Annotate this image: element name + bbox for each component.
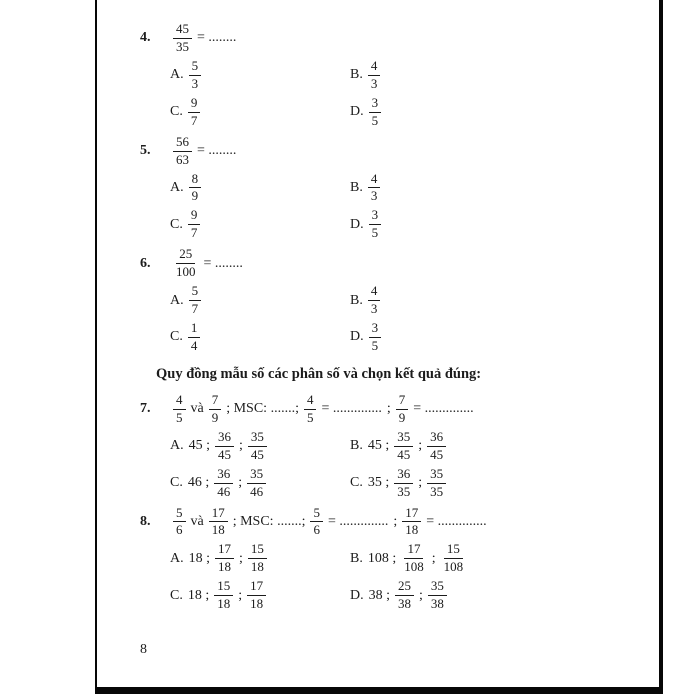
bottom-border-line [95, 687, 663, 694]
fraction-denominator: 18 [405, 522, 419, 538]
question-stem [128, 247, 650, 280]
fraction-denominator: 38 [430, 596, 444, 612]
option-a [170, 284, 350, 317]
fraction [188, 321, 201, 354]
answer-blank: = .............. [413, 401, 474, 417]
and-text: và [190, 401, 204, 417]
fraction-denominator: 5 [371, 337, 379, 353]
fraction [369, 321, 382, 354]
option-d [350, 208, 650, 241]
fraction [214, 579, 233, 612]
option-a [170, 172, 350, 205]
option-c [170, 579, 350, 612]
page-number: 8 [140, 642, 147, 658]
fraction-numerator: 36 [215, 430, 234, 447]
msc-value: 38 ; [368, 587, 391, 603]
answer-blank: = .............. [321, 401, 382, 417]
fraction [173, 135, 192, 168]
fraction [396, 393, 409, 426]
right-border-line [659, 0, 663, 694]
option-label: C. [350, 475, 363, 491]
answer-blank: = ........ [203, 255, 243, 271]
fraction [369, 96, 382, 129]
separator: ; [238, 475, 243, 491]
fraction [173, 393, 186, 426]
fraction-numerator: 35 [428, 579, 447, 596]
answer-blank: = .............. [327, 513, 389, 529]
option-c [170, 321, 350, 354]
fraction-denominator: 38 [398, 596, 412, 612]
option-label: C. [170, 587, 183, 603]
option-b [350, 542, 650, 575]
option-c [170, 467, 350, 500]
fraction-numerator: 35 [427, 467, 446, 484]
fraction [209, 506, 228, 539]
option-d [350, 579, 650, 612]
fraction-denominator: 18 [211, 522, 225, 538]
fraction [427, 467, 446, 500]
fraction-denominator: 108 [443, 559, 464, 575]
fraction [310, 506, 323, 539]
option-label: C. [170, 475, 183, 491]
fraction-denominator: 18 [217, 596, 231, 612]
fraction-denominator: 46 [217, 483, 231, 499]
question-stem [128, 135, 650, 168]
fraction-numerator: 9 [188, 208, 201, 225]
msc-value: 45 ; [188, 438, 211, 454]
fraction-denominator: 3 [370, 301, 378, 317]
options-grid [170, 59, 650, 129]
answer-blank: = ........ [197, 30, 237, 46]
option-label: A. [170, 67, 184, 83]
fraction-numerator: 3 [369, 321, 382, 338]
fraction-numerator: 5 [173, 506, 186, 523]
fraction [395, 579, 414, 612]
fraction-numerator: 15 [444, 542, 463, 559]
fraction-denominator: 18 [250, 596, 264, 612]
fraction-denominator: 100 [176, 264, 196, 280]
fraction [369, 208, 382, 241]
question-5 [128, 135, 650, 242]
option-label: C. [170, 216, 183, 232]
fraction-numerator: 35 [394, 430, 413, 447]
fraction-denominator: 5 [371, 225, 379, 241]
fraction [441, 542, 467, 575]
question-4 [128, 22, 650, 129]
fraction [214, 467, 233, 500]
fraction-numerator: 36 [427, 430, 446, 447]
fraction-denominator: 45 [218, 446, 232, 462]
fraction-denominator: 35 [176, 38, 189, 54]
fraction [215, 542, 234, 575]
option-label: C. [170, 104, 183, 120]
fraction [173, 247, 199, 280]
options-grid [170, 172, 650, 242]
fraction-numerator: 25 [176, 247, 195, 264]
fraction [215, 430, 234, 463]
fraction [394, 467, 413, 500]
option-c [170, 96, 350, 129]
fraction-numerator: 17 [247, 579, 266, 596]
option-label: D. [350, 104, 364, 120]
question-stem [128, 506, 650, 539]
fraction-numerator: 7 [396, 393, 409, 410]
fraction-numerator: 56 [173, 135, 192, 152]
question-number: 4. [140, 30, 151, 46]
fraction [248, 430, 267, 463]
fraction-numerator: 4 [173, 393, 186, 410]
fraction [189, 59, 202, 92]
fraction-numerator: 45 [173, 22, 192, 39]
option-label: D. [350, 329, 364, 345]
fraction [173, 22, 192, 55]
msc-blank: ; MSC: .......; [226, 401, 299, 417]
worksheet-content [128, 22, 650, 658]
option-b [350, 172, 650, 205]
fraction-numerator: 17 [404, 542, 423, 559]
option-label: A. [170, 550, 184, 566]
fraction-denominator: 3 [370, 188, 378, 204]
option-a [170, 542, 350, 575]
separator: ; [239, 550, 243, 566]
question-stem [128, 393, 650, 426]
option-label: B. [350, 438, 363, 454]
fraction [401, 542, 427, 575]
fraction-denominator: 7 [190, 112, 198, 128]
separator: ; [393, 513, 398, 529]
fraction-numerator: 36 [394, 467, 413, 484]
fraction-denominator: 3 [370, 75, 378, 91]
fraction-denominator: 108 [404, 559, 424, 575]
separator: ; [238, 587, 243, 603]
fraction [189, 172, 202, 205]
fraction-numerator: 17 [215, 542, 234, 559]
fraction-numerator: 8 [189, 172, 202, 189]
question-number: 5. [140, 143, 151, 159]
option-label: D. [350, 216, 364, 232]
option-label: C. [170, 329, 183, 345]
question-number: 8. [140, 513, 151, 529]
question-6 [128, 247, 650, 354]
fraction [368, 59, 381, 92]
fraction-denominator: 46 [250, 483, 264, 499]
option-c2 [350, 467, 650, 500]
fraction-denominator: 45 [430, 446, 444, 462]
fraction-numerator: 4 [368, 172, 381, 189]
and-text: và [190, 513, 204, 529]
option-label: B. [350, 292, 363, 308]
fraction-numerator: 4 [304, 393, 317, 410]
msc-value: 108 ; [367, 550, 397, 566]
fraction-numerator: 5 [189, 59, 202, 76]
option-d [350, 321, 650, 354]
fraction-numerator: 15 [214, 579, 233, 596]
msc-value: 45 ; [367, 438, 390, 454]
option-b [350, 284, 650, 317]
fraction-numerator: 17 [209, 506, 228, 523]
msc-blank: ; MSC: .......; [232, 513, 306, 529]
fraction-denominator: 7 [190, 225, 198, 241]
fraction-numerator: 35 [247, 467, 266, 484]
fraction-denominator: 5 [176, 409, 183, 425]
fraction [247, 467, 266, 500]
fraction [368, 172, 381, 205]
option-b [350, 59, 650, 92]
fraction-numerator: 4 [368, 284, 381, 301]
fraction [247, 579, 266, 612]
options-grid [170, 430, 650, 500]
fraction-numerator: 1 [188, 321, 201, 338]
fraction [427, 430, 446, 463]
separator: ; [418, 438, 423, 454]
option-label: A. [170, 292, 184, 308]
fraction-denominator: 5 [371, 112, 379, 128]
question-number: 6. [140, 255, 151, 271]
fraction-numerator: 4 [368, 59, 381, 76]
separator: ; [239, 438, 243, 454]
question-stem [128, 22, 650, 55]
fraction-denominator: 4 [190, 337, 198, 353]
fraction-denominator: 3 [191, 75, 199, 91]
option-label: D. [350, 587, 364, 603]
fraction [368, 284, 381, 317]
fraction-numerator: 7 [209, 393, 222, 410]
fraction-denominator: 5 [306, 409, 314, 425]
fraction-denominator: 18 [218, 559, 232, 575]
answer-blank: = .............. [426, 513, 487, 529]
options-grid [170, 284, 650, 354]
question-7 [128, 393, 650, 500]
fraction-denominator: 7 [191, 301, 199, 317]
separator: ; [418, 475, 423, 491]
fraction [188, 96, 201, 129]
option-label: B. [350, 179, 363, 195]
separator: ; [386, 401, 391, 417]
fraction [402, 506, 421, 539]
fraction [304, 393, 317, 426]
fraction [188, 208, 201, 241]
fraction-numerator: 36 [214, 467, 233, 484]
msc-value: 46 ; [187, 475, 210, 491]
msc-value: 18 ; [187, 587, 210, 603]
separator: ; [419, 587, 423, 603]
option-a [170, 59, 350, 92]
fraction-denominator: 63 [176, 151, 189, 167]
option-label: A. [170, 179, 184, 195]
fraction-numerator: 5 [189, 284, 202, 301]
fraction-denominator: 6 [176, 522, 183, 538]
left-border-line [95, 0, 97, 694]
fraction [394, 430, 413, 463]
section-heading: Quy đồng mẫu số các phân số và chọn kết quả đúng: [156, 365, 482, 382]
fraction-numerator: 9 [188, 96, 201, 113]
option-label: A. [170, 438, 184, 454]
msc-value: 35 ; [367, 475, 390, 491]
fraction-numerator: 3 [369, 96, 382, 113]
question-8 [128, 506, 650, 613]
fraction-denominator: 9 [398, 409, 406, 425]
option-d [350, 96, 650, 129]
fraction [428, 579, 447, 612]
question-number: 7. [140, 401, 151, 417]
fraction [189, 284, 202, 317]
fraction-denominator: 9 [211, 409, 219, 425]
option-c [170, 208, 350, 241]
msc-value: 18 ; [188, 550, 211, 566]
fraction-denominator: 6 [313, 522, 320, 538]
fraction-denominator: 9 [191, 188, 199, 204]
option-b [350, 430, 650, 463]
fraction-numerator: 17 [402, 506, 421, 523]
option-a [170, 430, 350, 463]
fraction-denominator: 18 [250, 559, 264, 575]
fraction-denominator: 45 [250, 446, 264, 462]
option-label: B. [350, 67, 363, 83]
fraction-numerator: 3 [369, 208, 382, 225]
fraction-denominator: 35 [430, 483, 444, 499]
fraction-numerator: 35 [248, 430, 267, 447]
answer-blank: = ........ [197, 143, 237, 159]
fraction [173, 506, 186, 539]
fraction [248, 542, 267, 575]
fraction-numerator: 5 [310, 506, 323, 523]
separator: ; [431, 550, 436, 566]
fraction-numerator: 15 [248, 542, 267, 559]
fraction-denominator: 35 [397, 483, 411, 499]
option-label: B. [350, 550, 363, 566]
fraction [209, 393, 222, 426]
fraction-numerator: 25 [395, 579, 414, 596]
options-grid [170, 542, 650, 612]
fraction-denominator: 45 [397, 446, 411, 462]
